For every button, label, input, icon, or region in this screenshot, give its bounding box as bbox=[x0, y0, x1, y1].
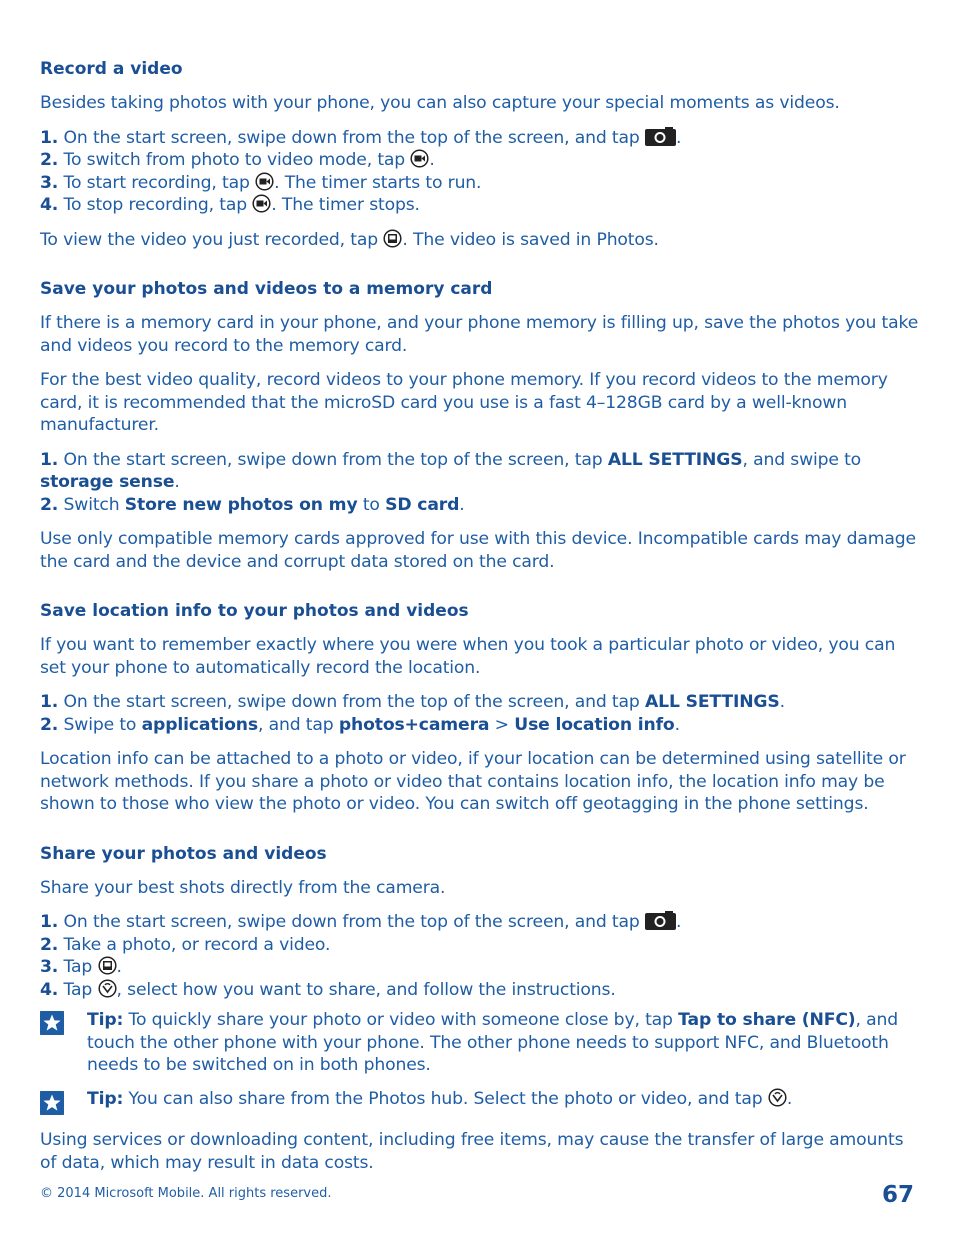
step: 2. Take a photo, or record a video. bbox=[40, 934, 331, 955]
section-title-memory-card: Save your photos and videos to a memory card bbox=[40, 279, 493, 299]
step: 2. Switch Store new photos on my to SD card. bbox=[40, 494, 465, 515]
view-video-text: To view the video you just recorded, tap . The video is saved in Photos. bbox=[40, 229, 659, 250]
paragraph: Location info can be attached to a photo or video, if your location can be determined using satellite or network methods. If you share a photo or video that contains location info, the location info may be shown to those who view the photo or video. You can switch off geotagging in the phone settings. bbox=[40, 749, 906, 814]
share-icon bbox=[768, 1088, 787, 1107]
photo-viewer-icon bbox=[98, 956, 117, 975]
photo-viewer-icon bbox=[383, 229, 402, 248]
location-steps bbox=[40, 691, 920, 736]
page-number: 67 bbox=[881, 1182, 914, 1208]
step: 4. To stop recording, tap . The timer stops. bbox=[40, 195, 420, 215]
record-steps bbox=[40, 127, 920, 217]
step: 1. On the start screen, swipe down from the top of the screen, and tap . bbox=[40, 912, 682, 932]
video-mode-icon bbox=[410, 149, 429, 168]
step: 4. Tap , select how you want to share, and follow the instructions. bbox=[40, 979, 616, 1000]
tip-star-icon bbox=[40, 1091, 64, 1115]
section-title-share: Share your photos and videos bbox=[40, 843, 327, 864]
paragraph: For the best video quality, record videos to your phone memory. If you record videos to the memory card, it is recommended that the microSD card you use is a fast 4–128GB card by a well-known manufacturer. bbox=[40, 370, 888, 435]
share-steps bbox=[40, 911, 920, 1001]
step: 2. Swipe to applications, and tap photos+camera > Use location info. bbox=[40, 714, 680, 735]
tip-photos-hub bbox=[40, 1088, 920, 1111]
record-icon bbox=[255, 172, 274, 191]
section-title-location-info: Save location info to your photos and videos bbox=[40, 601, 469, 621]
step: 3. To start recording, tap . The timer starts to run. bbox=[40, 172, 482, 193]
paragraph: Use only compatible memory cards approved for use with this device. Incompatible cards may damage the card and the device and corrupt data stored on the card. bbox=[40, 529, 916, 572]
camera-icon bbox=[645, 127, 676, 146]
tip-star-icon bbox=[40, 1011, 64, 1035]
paragraph: If there is a memory card in your phone, and your phone memory is filling up, save the photos you take and videos you record to the memory card. bbox=[40, 313, 919, 356]
paragraph: Using services or downloading content, including free items, may cause the transfer of large amounts of data, which may result in data costs. bbox=[40, 1130, 904, 1173]
paragraph: Share your best shots directly from the camera. bbox=[40, 877, 446, 898]
paragraph: If you want to remember exactly where you were when you took a particular photo or video, you can set your phone to automatically record the location. bbox=[40, 635, 896, 678]
intro-text: Besides taking photos with your phone, you can also capture your special moments as videos. bbox=[40, 93, 840, 113]
tip-text: Tip: You can also share from the Photos hub. Select the photo or video, and tap . bbox=[87, 1088, 793, 1109]
tip-nfc bbox=[40, 1009, 920, 1077]
step: 1. On the start screen, swipe down from the top of the screen, and tap ALL SETTINGS. bbox=[40, 692, 785, 712]
record-icon bbox=[252, 194, 271, 213]
camera-icon bbox=[645, 911, 676, 930]
page-content bbox=[40, 58, 920, 1174]
share-icon bbox=[98, 979, 117, 998]
step: 1. On the start screen, swipe down from the top of the screen, tap ALL SETTINGS, and swipe to storage sense. bbox=[40, 449, 862, 492]
section-title-record-video: Record a video bbox=[40, 59, 183, 79]
copyright-footer: © 2014 Microsoft Mobile. All rights reserved. bbox=[40, 1186, 332, 1201]
step: 1. On the start screen, swipe down from the top of the screen, and tap . bbox=[40, 127, 682, 148]
memory-card-steps bbox=[40, 449, 920, 517]
step: 2. To switch from photo to video mode, tap . bbox=[40, 150, 435, 170]
tip-text: Tip: To quickly share your photo or video with someone close by, tap Tap to share (NFC), and touch the other phone with your phone. The other phone needs to support NFC, and Bluetooth needs to be switched on in both phones. bbox=[87, 1010, 899, 1075]
step: 3. Tap . bbox=[40, 957, 122, 977]
